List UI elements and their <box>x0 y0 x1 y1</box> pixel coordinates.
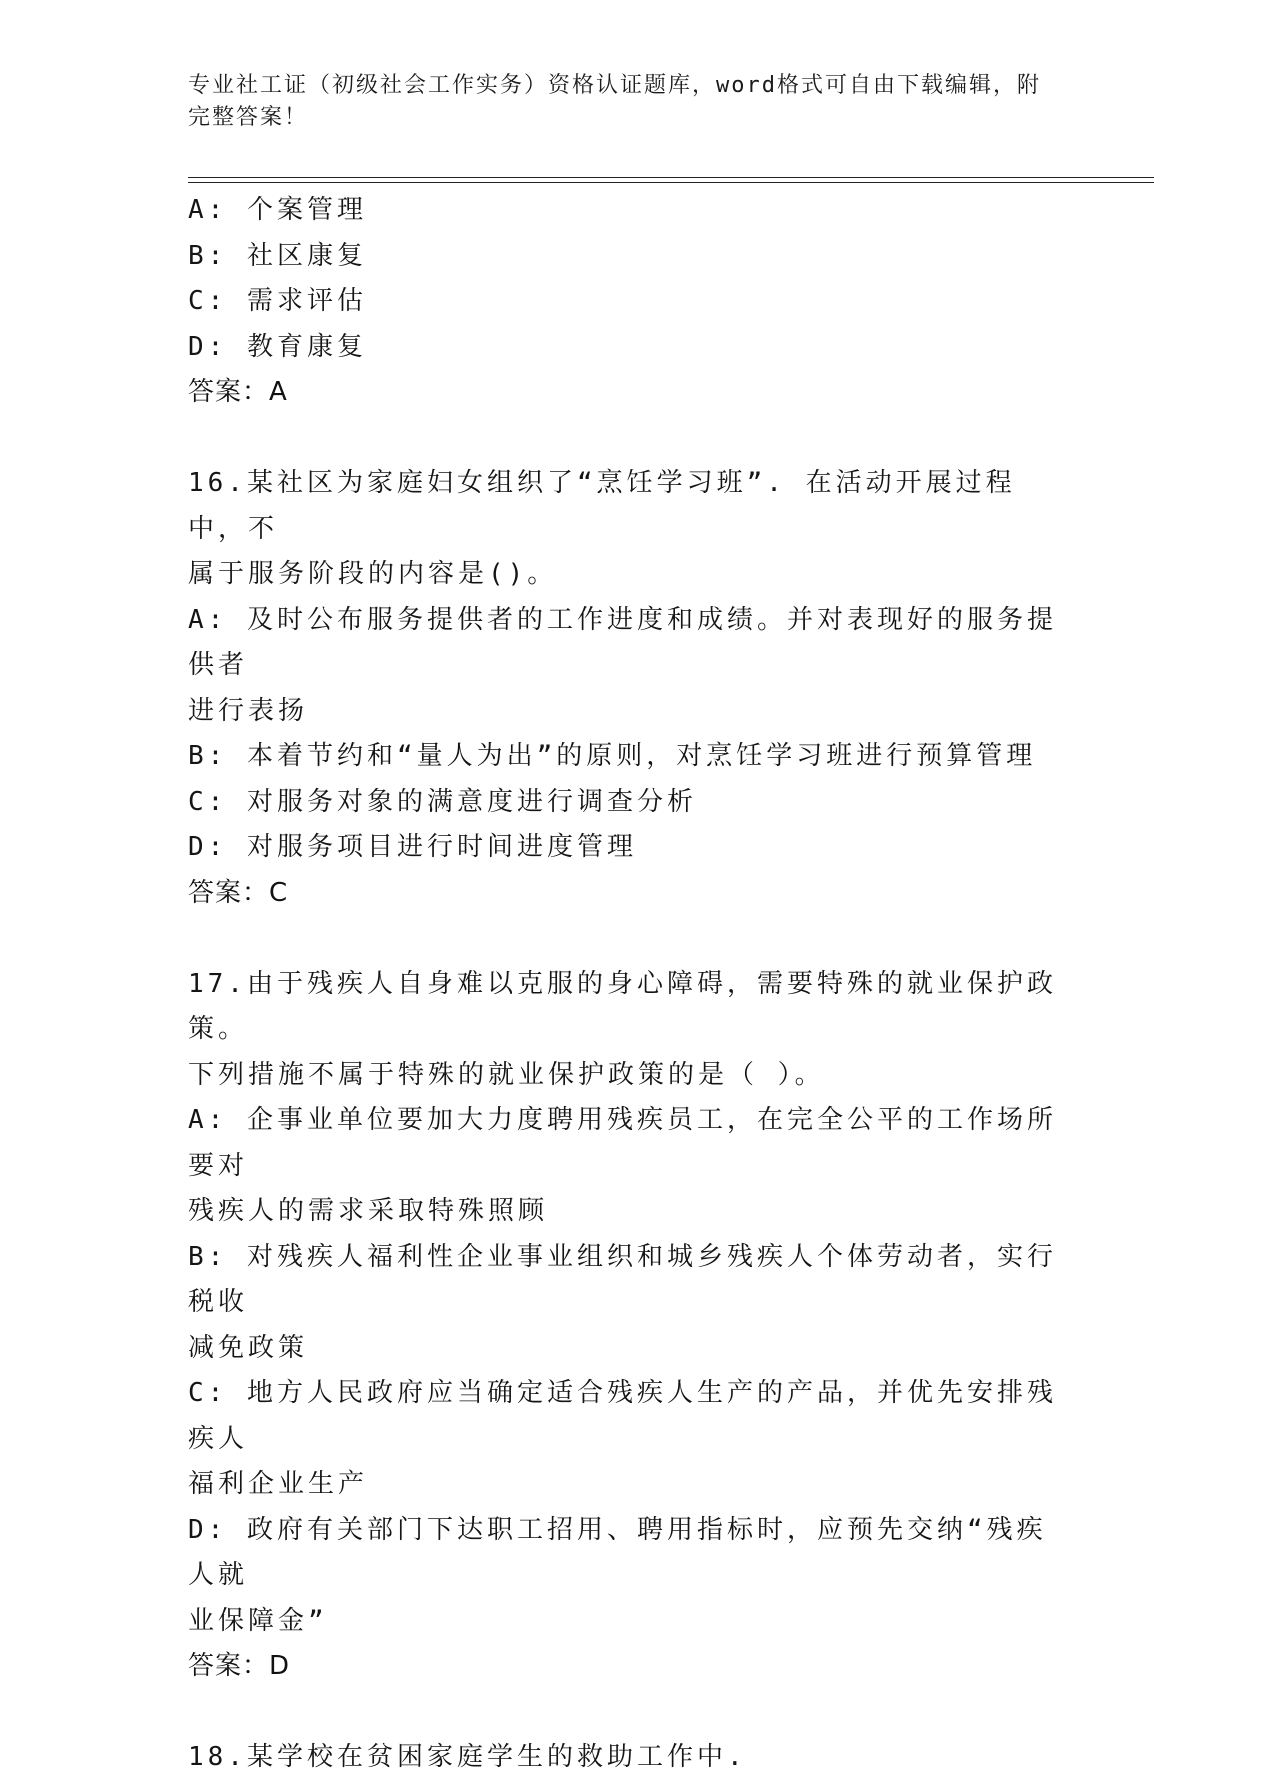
q18-stem-line-1: 18.某学校在贫困家庭学生的救助工作中. <box>188 1742 747 1772</box>
q17-option-b-line-1: B: 对残疾人福利性企业事业组织和城乡残疾人个体劳动者，实行税收 <box>188 1241 1057 1317</box>
header-rule-top <box>188 177 1154 178</box>
q17-option-a-line-2: 残疾人的需求采取特殊照顾 <box>188 1196 549 1226</box>
q17-stem-line-1: 17.由于残疾人自身难以克服的身心障碍，需要特殊的就业保护政策。 <box>188 968 1057 1044</box>
header-rule-bottom <box>188 182 1154 183</box>
q15-option-c: C: 需求评估 <box>188 286 367 316</box>
q15-option-d: D: 教育康复 <box>188 331 367 362</box>
q17-option-c-line-1: C: 地方人民政府应当确定适合残疾人生产的产品，并优先安排残疾人 <box>188 1378 1057 1454</box>
q17-option-c-line-2: 福利企业生产 <box>188 1469 369 1499</box>
q16-option-b: B: 本着节约和“量人为出”的原则，对烹饪学习班进行预算管理 <box>188 741 1037 771</box>
spacer <box>188 416 1068 462</box>
q16-answer: 答案：C <box>188 877 289 908</box>
question-16 <box>188 461 1068 916</box>
header-title-line-1: 专业社工证（初级社会工作实务）资格认证题库，word格式可自由下载编辑，附 <box>188 73 1041 98</box>
question-18 <box>188 1735 1068 1781</box>
q15-option-a: A: 个案管理 <box>188 195 367 225</box>
q17-option-d-line-2: 业保障金” <box>188 1605 328 1636</box>
header-title-line-2: 完整答案！ <box>188 105 309 130</box>
q16-option-d: D: 对服务项目进行时间进度管理 <box>188 832 637 862</box>
spacer <box>188 916 1068 962</box>
question-17 <box>188 962 1068 1690</box>
q15-answer: 答案：A <box>188 377 288 407</box>
q16-option-a-line-2: 进行表扬 <box>188 695 309 726</box>
q16-stem-line-1: 16.某社区为家庭妇女组织了“烹饪学习班”. 在活动开展过程中，不 <box>188 468 1016 544</box>
question-15 <box>188 188 1068 416</box>
q17-option-a-line-1: A: 企事业单位要加大力度聘用残疾员工，在完全公平的工作场所要对 <box>188 1105 1057 1181</box>
document-header <box>188 70 1068 134</box>
q17-answer: 答案：D <box>188 1651 291 1681</box>
q17-option-b-line-2: 减免政策 <box>188 1332 309 1363</box>
q16-option-c: C: 对服务对象的满意度进行调查分析 <box>188 786 697 817</box>
q16-option-a-line-1: A: 及时公布服务提供者的工作进度和成绩。并对表现好的服务提供者 <box>188 604 1057 680</box>
q16-stem-line-2: 属于服务阶段的内容是()。 <box>188 559 558 589</box>
q17-option-d-line-1: D: 政府有关部门下达职工招用、聘用指标时，应预先交纳“残疾人就 <box>188 1514 1047 1590</box>
question-content <box>188 188 1068 1781</box>
spacer <box>188 1690 1068 1736</box>
q15-option-b: B: 社区康复 <box>188 240 367 271</box>
q17-stem-line-2: 下列措施不属于特殊的就业保护政策的是（ ）。 <box>188 1059 825 1090</box>
